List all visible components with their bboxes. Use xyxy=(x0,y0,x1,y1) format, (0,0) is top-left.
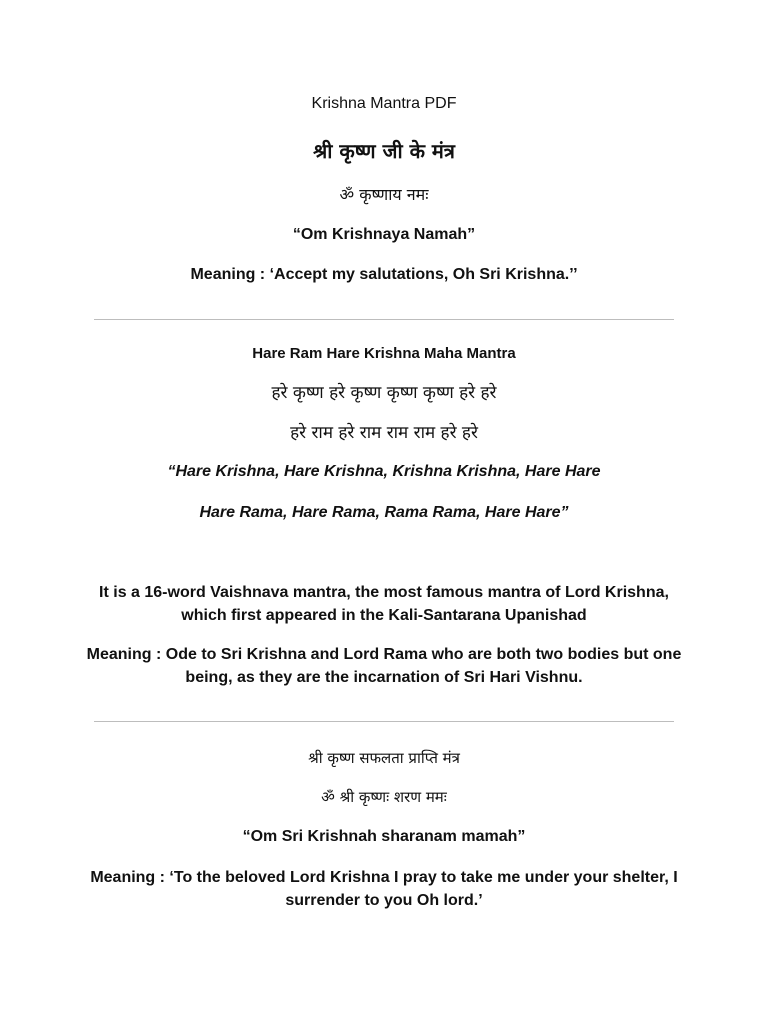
section-divider xyxy=(94,721,674,722)
document-title: Krishna Mantra PDF xyxy=(311,95,457,112)
section2-heading: Hare Ram Hare Krishna Maha Mantra xyxy=(252,345,516,362)
section1-meaning: Meaning : ‘Accept my salutations, Oh Sri Krishna.’’ xyxy=(190,266,578,283)
section2-hindi-line2: हरे राम हरे राम राम राम हरे हरे xyxy=(290,423,478,443)
section3-mantra-english: “Om Sri Krishnah sharanam mamah” xyxy=(242,828,526,845)
section2-hindi-line1: हरे कृष्ण हरे कृष्ण कृष्ण कृष्ण हरे हरे xyxy=(271,383,497,403)
section2-description: It is a 16-word Vaishnava mantra, the most famous mantra of Lord Krishna, which first appeared in the Kali-Santarana Upanishad xyxy=(99,584,669,624)
section2-meaning: Meaning : Ode to Sri Krishna and Lord Rama who are both two bodies but one being, as they are the incarnation of Sri Hari Vishnu. xyxy=(86,646,682,686)
section3-heading-hindi: श्री कृष्ण सफलता प्राप्ति मंत्र xyxy=(308,749,460,767)
section3-mantra-hindi: ॐ श्री कृष्णः शरण ममः xyxy=(321,788,447,806)
section1-heading-hindi: श्री कृष्ण जी के मंत्र xyxy=(313,139,455,163)
section2-english-line2: Hare Rama, Hare Rama, Rama Rama, Hare Hare” xyxy=(199,504,569,521)
section1-mantra-hindi: ॐ कृष्णाय नमः xyxy=(339,185,429,204)
section-divider xyxy=(94,319,674,320)
section1-mantra-english: “Om Krishnaya Namah” xyxy=(292,226,476,243)
section3-meaning: Meaning : ‘To the beloved Lord Krishna I pray to take me under your shelter, I surrender to you Oh lord.’ xyxy=(90,869,678,909)
section2-english-line1: “Hare Krishna, Hare Krishna, Krishna Krishna, Hare Hare xyxy=(167,463,601,480)
